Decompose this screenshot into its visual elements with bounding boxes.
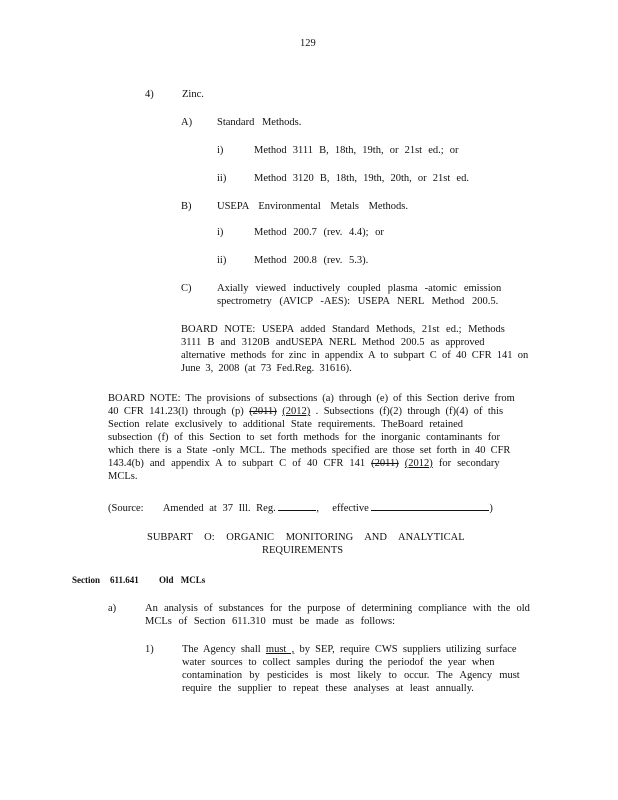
source-prefix: (Source: [108, 503, 144, 514]
source-effective: effective [332, 503, 369, 514]
register-blank [278, 500, 316, 511]
list-item-text: Method 200.7 (rev. 4.4); or [254, 227, 384, 238]
paragraph-label: a) [108, 603, 117, 614]
board-note-line: alternative methods for zinc in appendix A to subpart C of 40 CFR 141 on [181, 350, 529, 361]
item-title: Zinc. [182, 89, 204, 100]
list-item-text: Method 3120 B, 18th, 19th, 20th, or 21st ed. [254, 173, 469, 184]
list-item-label: ii) [217, 255, 227, 266]
deleted-text: (2011) [249, 406, 277, 417]
subitem-text: Axially viewed inductively coupled plasma -atomic emission [217, 283, 502, 294]
board-note-text: 40 CFR 141.23(l) through (p) [108, 406, 244, 417]
subpart-heading: SUBPART O: ORGANIC MONITORING AND ANALYTICAL [147, 532, 465, 543]
board-note-line [108, 405, 503, 419]
board-note-text: for secondary [438, 458, 500, 469]
source-close: ) [489, 503, 493, 514]
board-note-text: 143.4(b) and appendix A to subpart C of 40 CFR 141 [108, 458, 366, 469]
board-note-line: which there is a State -only MCL. The methods specified are those set forth in 40 CFR [108, 445, 511, 456]
section-title: Old MCLs [159, 575, 206, 585]
paragraph-text-part: The Agency shall [182, 644, 261, 655]
inserted-text: must , [265, 644, 295, 655]
list-item-label: i) [217, 227, 224, 238]
inserted-text: (2012) [282, 406, 311, 417]
board-note-line: MCLs. [108, 471, 138, 482]
list-item-text: Method 3111 B, 18th, 19th, or 21st ed.; or [254, 145, 459, 156]
subitem-label: C) [181, 283, 192, 294]
list-item-text: Method 200.8 (rev. 5.3). [254, 255, 369, 266]
paragraph-text: contamination by pesticides is most likely to occur. The Agency must [182, 670, 520, 681]
board-note-line: Section relate exclusively to additional State requirements. TheBoard retained [108, 419, 464, 430]
paragraph-text: An analysis of substances for the purpose of determining compliance with the old [145, 603, 530, 614]
board-note-line [108, 457, 500, 471]
paragraph-text: MCLs of Section 611.310 must be made as follows: [145, 616, 396, 627]
paragraph-text-part: by SEP, require CWS suppliers utilizing surface [299, 644, 517, 655]
paragraph-text: water sources to collect samples during the periodof the year when [182, 657, 495, 668]
subitem-text: spectrometry (AVICP -AES): USEPA NERL Method 200.5. [217, 296, 499, 307]
board-note-line: 3111 B and 3120B andUSEPA NERL Method 200.5 as approved [181, 337, 485, 348]
subitem-label: B) [181, 201, 192, 212]
deleted-text: (2011) [371, 458, 399, 469]
paragraph-text [182, 643, 517, 657]
item-number: 4) [145, 89, 154, 100]
list-item-label: i) [217, 145, 224, 156]
section-label: Section [72, 575, 100, 585]
paragraph-text: require the supplier to repeat these analyses at least annually. [182, 683, 474, 694]
board-note-line: June 3, 2008 (at 73 Fed.Reg. 31616). [181, 363, 352, 374]
source-comma: , [316, 503, 319, 514]
effective-date-blank [371, 500, 489, 511]
source-note [108, 500, 493, 516]
subitem-title: Standard Methods. [217, 117, 302, 128]
page-number: 129 [300, 38, 316, 49]
board-note-text: . Subsections (f)(2) through (f)(4) of this [315, 406, 504, 417]
list-item-label: ii) [217, 173, 227, 184]
board-note-line: BOARD NOTE: USEPA added Standard Methods, 21st ed.; Methods [181, 324, 505, 335]
board-note-line: subsection (f) of this Section to set forth methods for the inorganic contaminants for [108, 432, 500, 443]
source-amended: Amended at 37 Ill. Reg. [162, 503, 276, 514]
board-note-line: BOARD NOTE: The provisions of subsections (a) through (e) of this Section derive from [108, 393, 515, 404]
subitem-title: USEPA Environmental Metals Methods. [217, 201, 408, 212]
paragraph-label: 1) [145, 644, 154, 655]
inserted-text: (2012) [404, 458, 433, 469]
section-number: 611.641 [110, 575, 139, 585]
subpart-heading-line2: REQUIREMENTS [262, 545, 344, 556]
subitem-label: A) [181, 117, 193, 128]
